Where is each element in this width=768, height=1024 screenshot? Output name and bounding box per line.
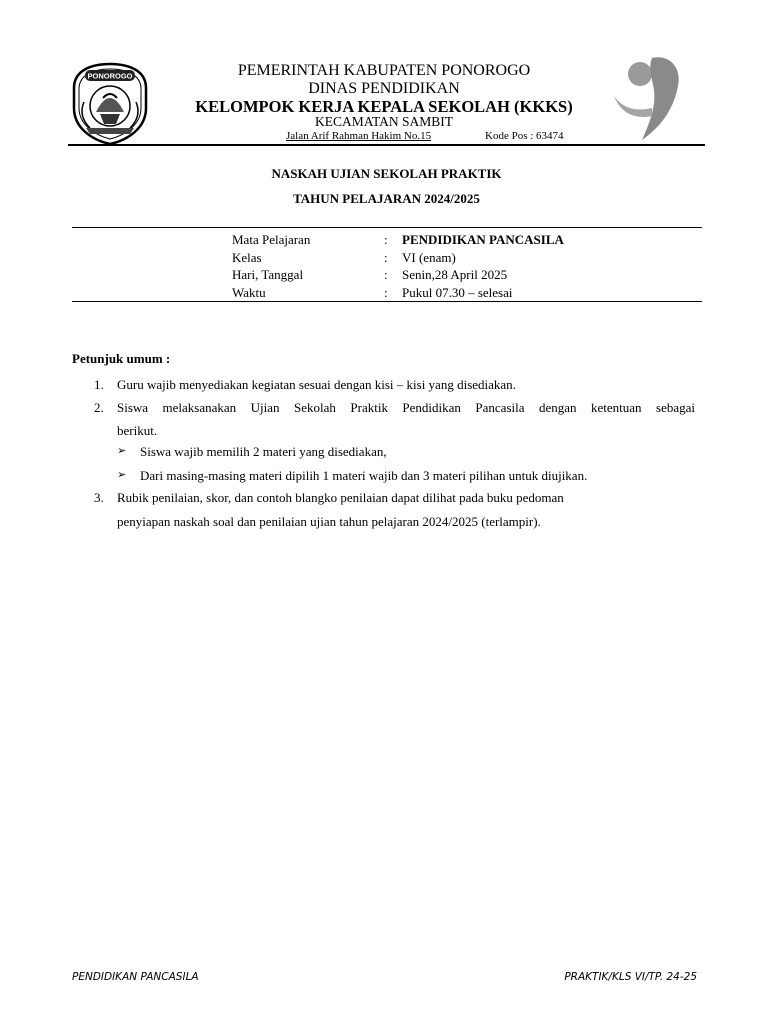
ponorogo-regency-emblem-icon	[70, 62, 150, 146]
instruction-item-3-line1: Rubik penilaian, skor, dan contoh blangko penilaian dapat dilihat pada buku pedoman	[117, 490, 564, 505]
list-number: 3.	[94, 490, 104, 505]
tut-wuri-handayani-style-icon	[612, 56, 684, 142]
letterhead-organization: KELOMPOK KERJA KEPALA SEKOLAH (KKKS)	[195, 97, 573, 116]
info-top-rule	[72, 227, 702, 228]
info-bottom-rule	[72, 301, 702, 302]
exam-title: NASKAH UJIAN SEKOLAH PRAKTIK	[271, 166, 502, 181]
sub-instruction-2: Dari masing-masing materi dipilih 1 materi wajib dan 3 materi pilihan untuk diujikan.	[140, 468, 588, 483]
info-value: Senin,28 April 2025	[402, 267, 508, 282]
info-value: PENDIDIKAN PANCASILA	[402, 232, 564, 247]
exam-info-table	[232, 231, 564, 301]
info-row-time	[232, 284, 564, 302]
info-colon: :	[384, 249, 388, 265]
academic-year-title: TAHUN PELAJARAN 2024/2025	[293, 191, 480, 206]
instructions-heading: Petunjuk umum :	[72, 351, 171, 366]
list-number: 1.	[94, 377, 104, 392]
info-value: Pukul 07.30 – selesai	[402, 284, 513, 300]
letterhead-government: PEMERINTAH KABUPATEN PONOROGO	[237, 62, 531, 79]
footer-code: PRAKTIK/KLS VI/TP. 24-25	[564, 971, 697, 983]
arrow-bullet-icon: ➢	[117, 469, 127, 481]
info-row-subject	[232, 231, 564, 249]
letterhead-district: KECAMATAN SAMBIT	[314, 114, 454, 129]
info-label: Hari, Tanggal	[232, 267, 304, 282]
info-colon: :	[384, 284, 388, 300]
letterhead-postal-code: Kode Pos : 63474	[485, 130, 564, 142]
info-colon: :	[384, 232, 388, 247]
info-value: VI (enam)	[402, 249, 456, 265]
arrow-bullet-icon: ➢	[117, 445, 127, 457]
instruction-item-2-line2: berikut.	[117, 423, 158, 438]
instruction-item-3-line2: penyiapan naskah soal dan penilaian ujian tahun pelajaran 2024/2025 (terlampir).	[117, 514, 541, 529]
info-label: Kelas	[232, 249, 262, 265]
list-number: 2.	[94, 400, 104, 415]
info-row-class	[232, 249, 564, 267]
svg-text:PONOROGO: PONOROGO	[87, 71, 133, 81]
info-row-date	[232, 266, 564, 284]
letterhead-department: DINAS PENDIDIKAN	[308, 80, 460, 97]
letterhead-address: Jalan Arif Rahman Hakim No.15	[286, 130, 432, 142]
info-colon: :	[384, 267, 388, 282]
info-label: Waktu	[232, 284, 266, 300]
instruction-item-1: Guru wajib menyediakan kegiatan sesuai dengan kisi – kisi yang disediakan.	[117, 377, 516, 392]
instruction-item-2-line1: Siswa melaksanakan Ujian Sekolah Praktik Pendidikan Pancasila dengan ketentuan sebagai	[117, 400, 695, 415]
footer-subject: PENDIDIKAN PANCASILA	[72, 971, 199, 983]
sub-instruction-1: Siswa wajib memilih 2 materi yang disediakan,	[140, 444, 387, 459]
info-label: Mata Pelajaran	[232, 232, 311, 247]
letterhead-divider	[68, 144, 705, 146]
